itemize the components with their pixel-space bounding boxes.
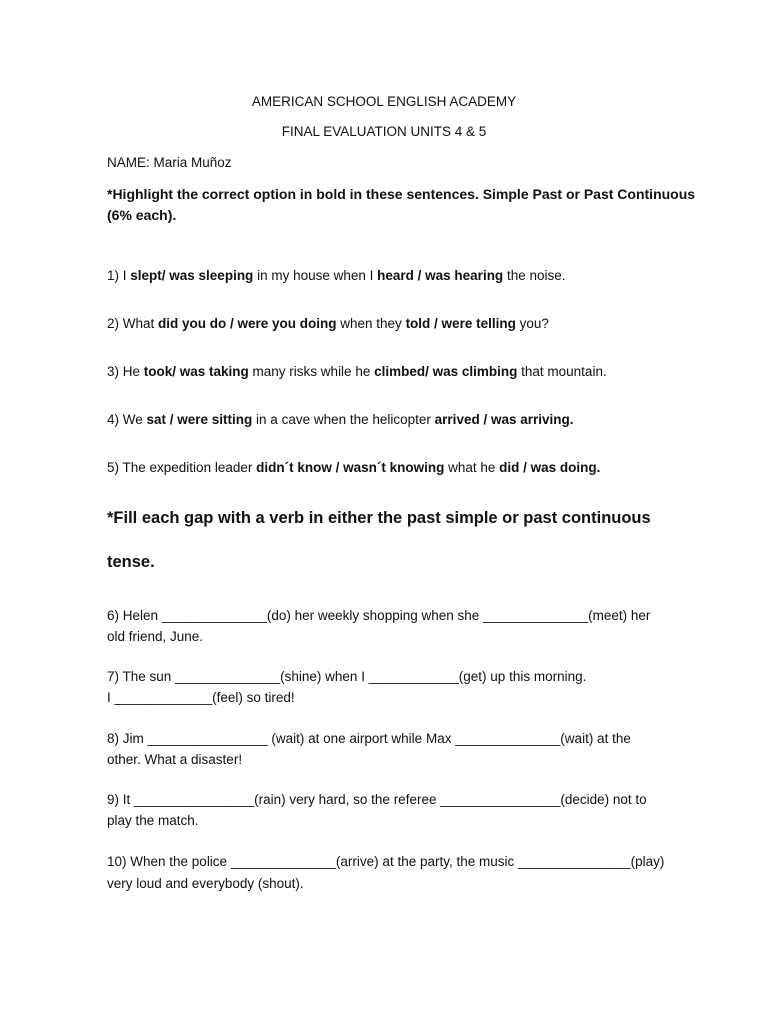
sentence-text: 3) He	[107, 364, 144, 379]
sentence-text: 5) The expedition leader	[107, 460, 257, 475]
sentence-text: that mountain.	[517, 364, 607, 379]
sentence-text: what he	[444, 460, 500, 475]
option-a: did you do / were you doing	[158, 316, 337, 331]
exam-title: FINAL EVALUATION UNITS 4 & 5	[281, 124, 487, 139]
option-a: took/ was taking	[143, 364, 249, 379]
option-b: heard / was hearing	[377, 268, 504, 283]
gap-item-10-line2: very loud and everybody (shout).	[107, 876, 304, 891]
option-b: did / was doing.	[499, 460, 601, 475]
sentence-2	[107, 313, 667, 335]
sentence-text: when they	[336, 316, 406, 331]
sentence-text: many risks while he	[248, 364, 375, 379]
gap-item-9-line2: play the match.	[107, 813, 199, 828]
sentence-1	[107, 265, 667, 287]
option-b: arrived / was arriving.	[434, 412, 574, 427]
gap-item-6-line1: 6) Helen ______________(do) her weekly shopping when she ______________(meet) her	[107, 608, 651, 623]
sentence-text: the noise.	[503, 268, 566, 283]
sentence-text: 4) We	[107, 412, 147, 427]
gap-item-7-line1: 7) The sun ______________(shine) when I ____________(get) up this morning.	[107, 669, 587, 684]
option-a: slept/ was sleeping	[130, 268, 254, 283]
sentence-text: 1) I	[107, 268, 131, 283]
gap-item-10-line1: 10) When the police ______________(arrive) at the party, the music _______________(play)	[107, 854, 665, 869]
sentence-text: in a cave when the helicopter	[252, 412, 435, 427]
section2-instruction-line1: *Fill each gap with a verb in either the past simple or past continuous	[107, 509, 651, 527]
option-b: told / were telling	[405, 316, 516, 331]
gap-item-6-line2: old friend, June.	[107, 629, 204, 644]
gap-item-7-line2: I _____________(feel) so tired!	[107, 690, 295, 705]
student-name: NAME: Maria Muñoz	[107, 155, 232, 170]
gap-item-8-line2: other. What a disaster!	[107, 752, 243, 767]
sentence-3	[107, 361, 667, 383]
gap-item-9-line1: 9) It ________________(rain) very hard, so the referee ________________(decide) not to	[107, 792, 647, 807]
section2-instruction-line2: tense.	[107, 553, 155, 571]
sentence-text: in my house when I	[253, 268, 378, 283]
sentence-text: you?	[515, 316, 549, 331]
option-b: climbed/ was climbing	[374, 364, 518, 379]
school-title: AMERICAN SCHOOL ENGLISH ACADEMY	[251, 94, 517, 109]
sentence-text: 2) What	[107, 316, 159, 331]
sentence-4	[107, 409, 667, 431]
section1-instruction-line2: (6% each).	[107, 207, 177, 223]
option-a: sat / were sitting	[146, 412, 253, 427]
option-a: didn´t know / wasn´t knowing	[256, 460, 445, 475]
section1-instruction-line1: *Highlight the correct option in bold in these sentences. Simple Past or Past Continuous	[107, 186, 696, 202]
sentence-5	[107, 457, 667, 479]
gap-item-8-line1: 8) Jim ________________ (wait) at one airport while Max ______________(wait) at the	[107, 731, 631, 746]
